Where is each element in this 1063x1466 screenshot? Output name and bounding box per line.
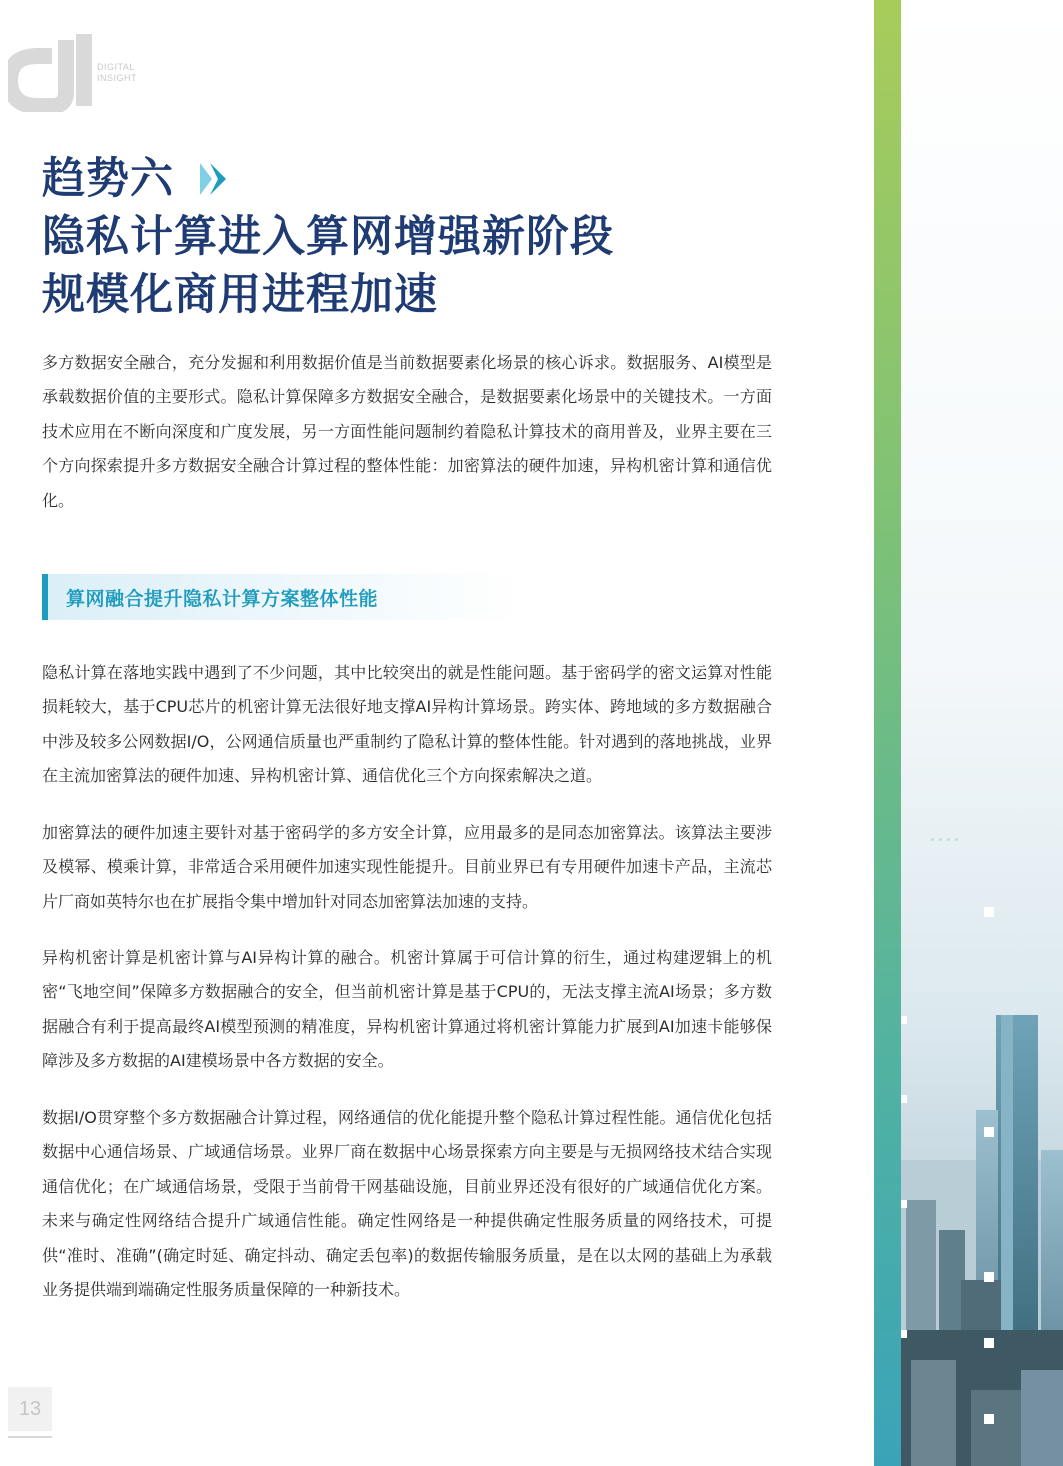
section-paragraph: 数据I/O贯穿整个多方数据融合计算过程，网络通信的优化能提升整个隐私计算过程性能。通信优化包括数据中心通信场景、广域通信场景。业界厂商在数据中心场景探索方向主要是与无损网络技术结合实现通信优化；在广域通信场景，受限于当前骨干网基础设施，目前业界还没有很好的广域通信优化方案。未来与确定性网络结合提升广域通信性能。确定性网络是一种提供确定性服务质量的网络技术，可提供“准时、准确”(确定时延、确定抖动、确定丢包率)的数据传输服务质量，是在以太网的基础上为承载业务提供端到端确定性服务质量保障的一种新技术。 (42, 1108, 772, 1300)
logo-text (97, 62, 137, 84)
section-heading-bar (42, 574, 522, 620)
section-paragraph: 隐私计算在落地实践中遇到了不少问题，其中比较突出的就是性能问题。基于密码学的密文运算对性能损耗较大，基于CPU芯片的机密计算无法很好地支撑AI异构计算场景。跨实体、跨地域的多方数据融合中涉及较多公网数据I/O，公网通信质量也严重制约了隐私计算的整体性能。针对遇到的落地挑战，业界在主流加密算法的硬件加速、异构机密计算、通信优化三个方向探索解决之道。 (42, 663, 772, 786)
section-title: 算网融合提升隐私计算方案整体性能 (66, 588, 379, 610)
page-number-box (8, 1387, 52, 1431)
page-number-underline (8, 1436, 52, 1438)
title-line-1: 隐私计算进入算网增强新阶段 (42, 212, 614, 262)
play-arrow-icon (198, 161, 228, 197)
logo-line1: DIGITAL (97, 62, 135, 72)
trend-label: 趋势六 (42, 154, 174, 204)
intro-paragraph: 多方数据安全融合，充分发掘和利用数据价值是当前数据要素化场景的核心诉求。数据服务、AI模型是承载数据价值的主要形式。隐私计算保障多方数据安全融合，是数据要素化场景中的关键技术。一方面技术应用在不断向深度和广度发展，另一方面性能问题制约着隐私计算技术的商用普及，业界主要在三个方向探索提升多方数据安全融合计算过程的整体性能：加密算法的硬件加速，异构机密计算和通信优化。 (42, 353, 772, 510)
page-heading (42, 150, 614, 324)
section-paragraph: 异构机密计算是机密计算与AI异构计算的融合。机密计算属于可信计算的衍生，通过构建逻辑上的机密“飞地空间”保障多方数据融合的安全，但当前机密计算是基于CPU的，无法支撑主流AI场景；多方数据融合有利于提高最终AI模型预测的精准度，异构机密计算通过将机密计算能力扩展到AI加速卡能够保障涉及多方数据的AI建模场景中各方数据的安全。 (42, 948, 772, 1071)
trend-row (42, 150, 614, 208)
logo-line2: INSIGHT (97, 73, 138, 83)
page-number: 13 (18, 1398, 42, 1420)
section-paragraph: 加密算法的硬件加速主要针对基于密码学的多方安全计算，应用最多的是同态加密算法。该算法主要涉及模幂、模乘计算，非常适合采用硬件加速实现性能提升。目前业界已有专用硬件加速卡产品，主流芯片厂商如英特尔也在扩展指令集中增加针对同态加密算法加速的支持。 (42, 823, 772, 911)
city-skyline-image (901, 0, 1063, 1466)
green-gradient-strip (874, 0, 901, 1466)
title-line-2: 规模化商用进程加速 (42, 270, 438, 320)
